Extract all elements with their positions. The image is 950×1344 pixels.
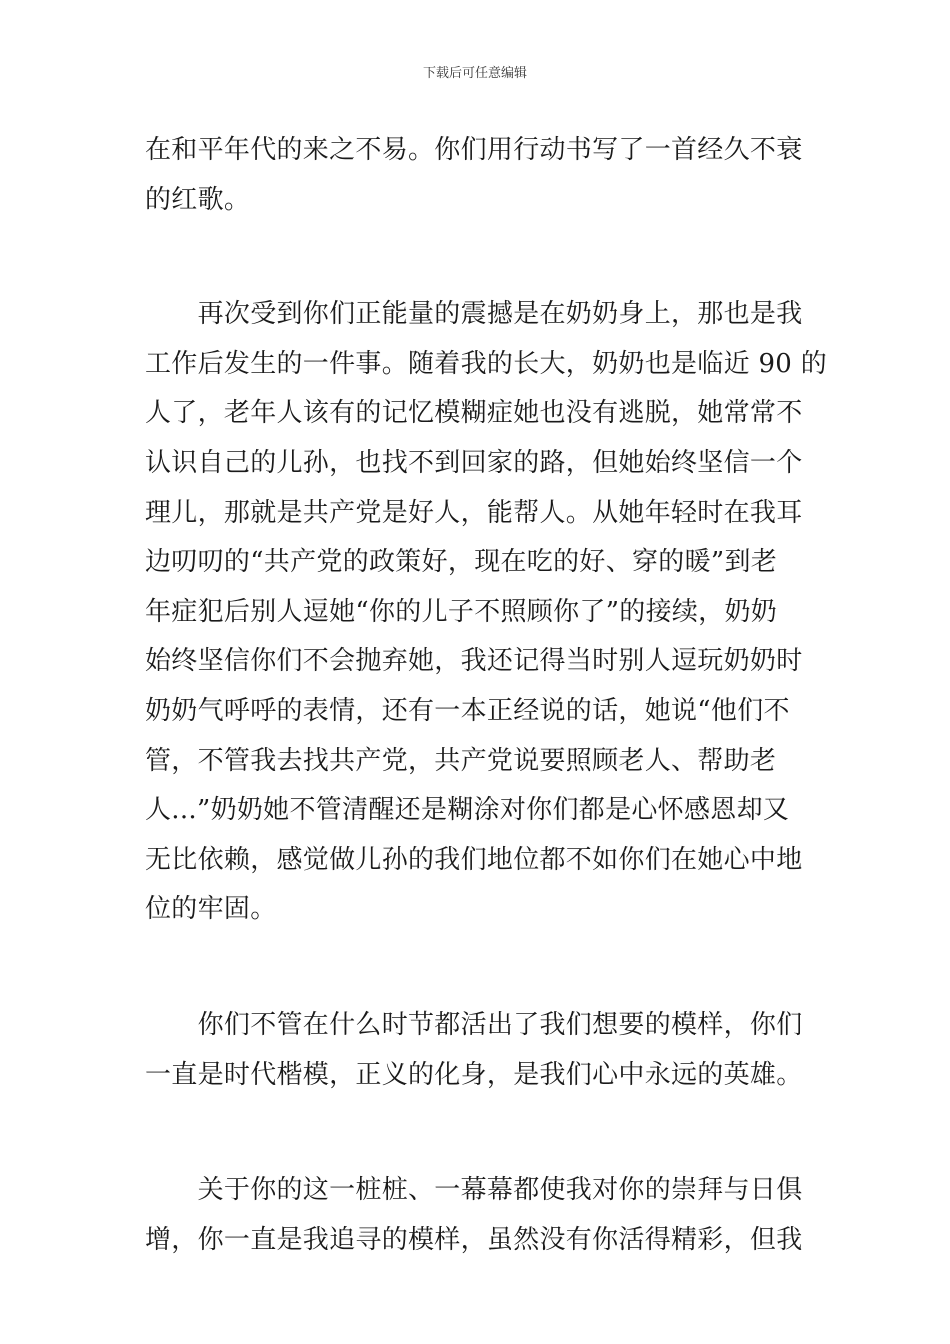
- text-line: 增，你一直是我追寻的模样，虽然没有你活得精彩，但我: [145, 1224, 803, 1255]
- text-line: 边叨叨的“共产党的政策好，现在吃的好、穿的暖”到老: [145, 547, 778, 578]
- paragraph-spacer: [145, 1100, 815, 1166]
- paragraph-4: [145, 1166, 815, 1265]
- text-line: 工作后发生的一件事。随着我的长大，奶奶也是临近 90 的: [145, 348, 828, 379]
- text-line: 人了，老年人该有的记忆模糊症她也没有逃脱，她常常不: [145, 398, 803, 429]
- text-line: 你们不管在什么时节都活出了我们想要的模样，你们: [145, 1009, 803, 1040]
- paragraph-2: [145, 290, 828, 935]
- text-line: 年症犯后别人逗她“你的儿子不照顾你了”的接续，奶奶: [145, 596, 778, 627]
- text-line: 的红歌。: [145, 184, 251, 215]
- paragraph-1: [145, 126, 815, 225]
- text-line: 理儿，那就是共产党是好人，能帮人。从她年轻时在我耳: [145, 497, 803, 528]
- header-note: 下载后可任意编辑: [422, 66, 527, 81]
- text-line: 无比依赖，感觉做儿孙的我们地位都不如你们在她心中地: [145, 844, 803, 875]
- text-line: 管，不管我去找共产党，共产党说要照顾老人、帮助老: [145, 745, 777, 776]
- text-line: 位的牢固。: [145, 894, 277, 925]
- text-line: 一直是时代楷模，正义的化身，是我们心中永远的英雄。: [145, 1059, 803, 1090]
- text-line: 再次受到你们正能量的震撼是在奶奶身上，那也是我: [145, 299, 803, 330]
- paragraph-3: [145, 1001, 815, 1100]
- text-line: 关于你的这一桩桩、一幕幕都使我对你的崇拜与日俱: [145, 1175, 803, 1206]
- text-line: 人...”奶奶她不管清醒还是糊涂对你们都是心怀感恩却又: [145, 795, 790, 826]
- text-line: 认识自己的儿孙，也找不到回家的路，但她始终坚信一个: [145, 447, 803, 478]
- text-line: 奶奶气呼呼的表情，还有一本正经说的话，她说“他们不: [145, 695, 790, 726]
- body-text: [145, 126, 828, 1265]
- paragraph-spacer: [145, 935, 815, 1001]
- paragraph-spacer: [145, 225, 815, 290]
- text-line: 始终坚信你们不会抛弃她，我还记得当时别人逗玩奶奶时: [145, 646, 803, 677]
- text-line: 在和平年代的来之不易。你们用行动书写了一首经久不衰: [145, 135, 803, 165]
